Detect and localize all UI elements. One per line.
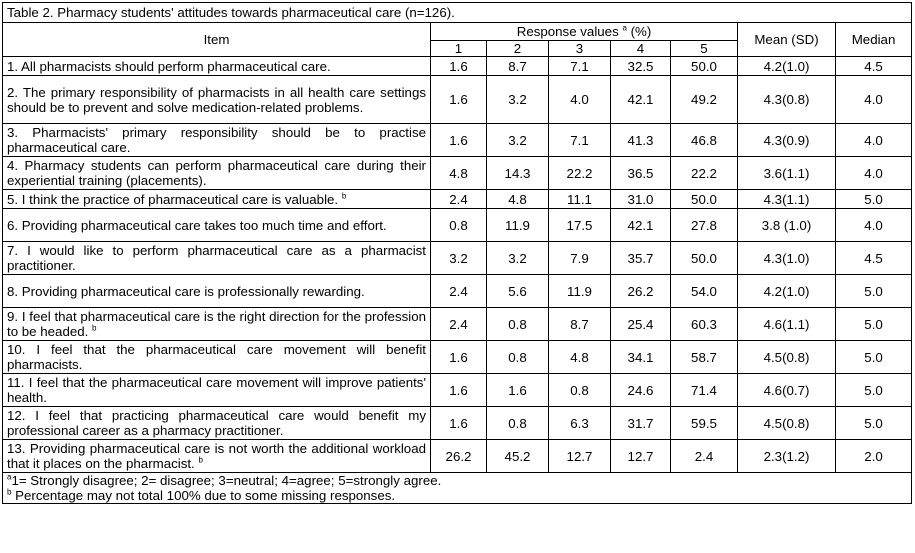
item-text: 13. Providing pharmaceutical care is not worth the additional workload that it places on the pharmacist.: [7, 441, 426, 471]
response-value-cell: 4.8: [431, 157, 487, 190]
mean-sd-cell: 4.6(1.1): [738, 308, 836, 341]
response-value-cell: 1.6: [487, 374, 549, 407]
response-value-cell: 26.2: [611, 275, 671, 308]
median-cell: 5.0: [836, 308, 912, 341]
mean-sd-cell: 4.5(0.8): [738, 407, 836, 440]
response-value-cell: 42.1: [611, 76, 671, 124]
response-value-cell: 0.8: [431, 209, 487, 242]
table-row: [3, 275, 912, 308]
response-value-cell: 1.6: [431, 57, 487, 76]
response-value-cell: 22.2: [671, 157, 738, 190]
item-cell: [3, 57, 431, 76]
item-cell: [3, 407, 431, 440]
caption-row: [3, 3, 912, 23]
mean-header: Mean (SD): [738, 23, 836, 57]
median-cell: 4.5: [836, 242, 912, 275]
median-cell: 5.0: [836, 190, 912, 209]
footnote-marker: b: [341, 191, 347, 201]
mean-sd-cell: 3.6(1.1): [738, 157, 836, 190]
response-value-cell: 1.6: [431, 407, 487, 440]
median-header: Median: [836, 23, 912, 57]
response-value-cell: 60.3: [671, 308, 738, 341]
response-value-cell: 12.7: [611, 440, 671, 473]
table-row: [3, 440, 912, 473]
item-cell: [3, 124, 431, 157]
table-row: [3, 76, 912, 124]
mean-sd-cell: 4.3(0.8): [738, 76, 836, 124]
item-cell: [3, 440, 431, 473]
response-value-cell: 32.5: [611, 57, 671, 76]
mean-sd-cell: 4.5(0.8): [738, 341, 836, 374]
table-row: [3, 57, 912, 76]
response-value-cell: 35.7: [611, 242, 671, 275]
median-cell: 4.0: [836, 209, 912, 242]
item-text: 12. I feel that practicing pharmaceutical care would benefit my professional career as a pharmacy practitioner.: [7, 408, 426, 438]
table-row: [3, 124, 912, 157]
response-value-cell: 71.4: [671, 374, 738, 407]
response-value-cell: 12.7: [549, 440, 611, 473]
item-text: 7. I would like to perform pharmaceutical care as a pharmacist practitioner.: [7, 243, 426, 273]
response-value-cell: 45.2: [487, 440, 549, 473]
item-header: Item: [3, 23, 431, 57]
response-value-cell: 26.2: [431, 440, 487, 473]
scale-header: 4: [611, 41, 671, 57]
median-cell: 5.0: [836, 275, 912, 308]
response-value-cell: 11.1: [549, 190, 611, 209]
response-value-cell: 1.6: [431, 124, 487, 157]
item-text: 9. I feel that pharmaceutical care is the right direction for the profession to be headed.: [7, 309, 426, 339]
response-value-cell: 41.3: [611, 124, 671, 157]
scale-header: 2: [487, 41, 549, 57]
mean-sd-cell: 4.3(1.0): [738, 242, 836, 275]
response-value-cell: 24.6: [611, 374, 671, 407]
median-cell: 4.0: [836, 124, 912, 157]
median-cell: 4.0: [836, 76, 912, 124]
response-value-cell: 3.2: [431, 242, 487, 275]
footnote-text: 1= Strongly disagree; 2= disagree; 3=neutral; 4=agree; 5=strongly agree.: [11, 473, 442, 488]
response-value-cell: 1.6: [431, 374, 487, 407]
response-value-cell: 54.0: [671, 275, 738, 308]
response-value-cell: 7.1: [549, 124, 611, 157]
item-cell: [3, 308, 431, 341]
response-value-cell: 2.4: [431, 308, 487, 341]
footnotes: [3, 473, 912, 504]
mean-sd-cell: 4.3(1.1): [738, 190, 836, 209]
response-value-cell: 42.1: [611, 209, 671, 242]
response-value-cell: 0.8: [487, 341, 549, 374]
footnote: [7, 488, 907, 503]
response-values-header: Response values $^a$ (%): [431, 23, 738, 41]
response-value-cell: 3.2: [487, 242, 549, 275]
item-cell: [3, 242, 431, 275]
response-value-cell: 4.0: [549, 76, 611, 124]
footnote-marker: b: [7, 487, 12, 497]
footnote-marker: b: [198, 455, 203, 465]
response-value-cell: 46.8: [671, 124, 738, 157]
table-row: [3, 190, 912, 209]
item-text: 4. Pharmacy students can perform pharmaceutical care during their experiential training (placements).: [7, 158, 426, 188]
response-value-cell: 2.4: [431, 275, 487, 308]
item-text: 3. Pharmacists' primary responsibility should be to practise pharmaceutical care.: [7, 125, 426, 155]
response-value-cell: 49.2: [671, 76, 738, 124]
item-cell: [3, 275, 431, 308]
median-cell: 2.0: [836, 440, 912, 473]
mean-sd-cell: 4.2(1.0): [738, 275, 836, 308]
item-text: 2. The primary responsibility of pharmacists in all health care settings should be to prevent and solve medication-related problems.: [7, 84, 426, 115]
median-cell: 4.5: [836, 57, 912, 76]
footnote-marker: a: [7, 472, 12, 482]
response-value-cell: 27.8: [671, 209, 738, 242]
response-value-cell: 8.7: [487, 57, 549, 76]
median-cell: 5.0: [836, 341, 912, 374]
median-cell: 4.0: [836, 157, 912, 190]
response-value-cell: 11.9: [487, 209, 549, 242]
response-value-cell: 0.8: [487, 407, 549, 440]
item-cell: [3, 190, 431, 209]
response-value-cell: 50.0: [671, 190, 738, 209]
item-text: 5. I think the practice of pharmaceutical care is valuable.: [7, 191, 339, 207]
table-row: [3, 407, 912, 440]
response-value-cell: 0.8: [487, 308, 549, 341]
response-value-cell: 59.5: [671, 407, 738, 440]
scale-header: 5: [671, 41, 738, 57]
item-text: 6. Providing pharmaceutical care takes too much time and effort.: [7, 217, 387, 233]
response-value-cell: 7.1: [549, 57, 611, 76]
mean-sd-cell: 2.3(1.2): [738, 440, 836, 473]
response-value-cell: 3.2: [487, 76, 549, 124]
item-cell: [3, 374, 431, 407]
response-value-cell: 7.9: [549, 242, 611, 275]
mean-sd-cell: 4.3(0.9): [738, 124, 836, 157]
response-value-cell: 8.7: [549, 308, 611, 341]
response-value-cell: 0.8: [549, 374, 611, 407]
median-cell: 5.0: [836, 374, 912, 407]
item-text: 10. I feel that the pharmaceutical care movement will benefit pharmacists.: [7, 342, 426, 372]
response-value-cell: 58.7: [671, 341, 738, 374]
header-row: [3, 23, 912, 41]
table-row: [3, 157, 912, 190]
table-row: [3, 374, 912, 407]
footnote-row: [3, 473, 912, 504]
median-cell: 5.0: [836, 407, 912, 440]
response-value-cell: 36.5: [611, 157, 671, 190]
footnote-text: Percentage may not total 100% due to some missing responses.: [11, 488, 396, 503]
item-cell: [3, 341, 431, 374]
mean-sd-cell: 4.6(0.7): [738, 374, 836, 407]
footnote: [7, 473, 907, 488]
response-value-cell: 4.8: [549, 341, 611, 374]
response-value-cell: 4.8: [487, 190, 549, 209]
table-row: [3, 308, 912, 341]
table-caption: Table 2. Pharmacy students' attitudes towards pharmaceutical care (n=126).: [3, 3, 912, 23]
response-value-cell: 50.0: [671, 242, 738, 275]
response-value-cell: 17.5: [549, 209, 611, 242]
response-value-cell: 14.3: [487, 157, 549, 190]
mean-sd-cell: 4.2(1.0): [738, 57, 836, 76]
response-value-cell: 50.0: [671, 57, 738, 76]
response-value-cell: 25.4: [611, 308, 671, 341]
table-row: [3, 209, 912, 242]
scale-header: 3: [549, 41, 611, 57]
item-text: 11. I feel that the pharmaceutical care movement will improve patients' health.: [7, 375, 426, 405]
item-text: 8. Providing pharmaceutical care is professionally rewarding.: [7, 283, 365, 299]
response-value-cell: 2.4: [671, 440, 738, 473]
response-value-cell: 3.2: [487, 124, 549, 157]
footnote-marker: b: [92, 323, 97, 333]
response-value-cell: 1.6: [431, 341, 487, 374]
table-container: [2, 2, 911, 504]
item-cell: [3, 209, 431, 242]
response-value-cell: 22.2: [549, 157, 611, 190]
response-value-cell: 31.0: [611, 190, 671, 209]
response-value-cell: 31.7: [611, 407, 671, 440]
scale-header: 1: [431, 41, 487, 57]
attitudes-table: [2, 2, 912, 504]
response-value-cell: 6.3: [549, 407, 611, 440]
response-value-cell: 11.9: [549, 275, 611, 308]
item-cell: [3, 157, 431, 190]
item-cell: [3, 76, 431, 124]
response-value-cell: 2.4: [431, 190, 487, 209]
response-value-cell: 34.1: [611, 341, 671, 374]
response-value-cell: 5.6: [487, 275, 549, 308]
table-row: [3, 341, 912, 374]
response-value-cell: 1.6: [431, 76, 487, 124]
mean-sd-cell: 3.8 (1.0): [738, 209, 836, 242]
table-row: [3, 242, 912, 275]
item-text: 1. All pharmacists should perform pharmaceutical care.: [7, 58, 331, 74]
